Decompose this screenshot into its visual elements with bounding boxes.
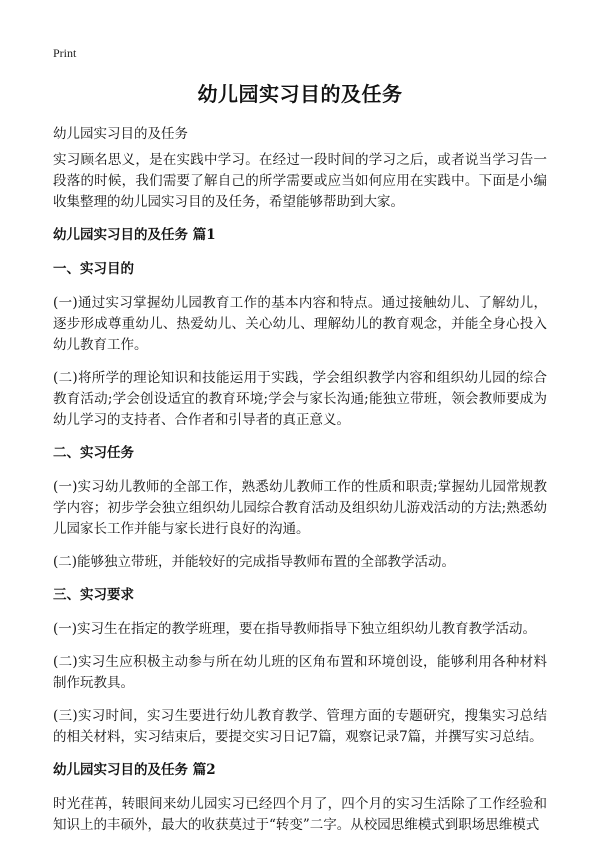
section1-paragraph-2: (二)将所学的理论知识和技能运用于实践，学会组织教学内容和组织幼儿园的综合教育活动;学会创设适宜的教育环境;学会与家长沟通;能独立带班，领会教师要成为幼儿学习的支持者、合作者和引导者的真正意义。 [53, 370, 547, 428]
section3-paragraph-2: (二)实习生应积极主动参与所在幼儿班的区角布置和环境创设，能够利用各种材料制作玩教具。 [53, 654, 547, 691]
article2-heading: 幼儿园实习目的及任务 篇2 [53, 762, 216, 778]
document-subtitle: 幼儿园实习目的及任务 [53, 126, 188, 142]
section2-paragraph-2: (二)能够独立带班，并能较好的完成指导教师布置的全部教学活动。 [53, 554, 456, 570]
section3-paragraph-1: (一)实习生在指定的教学班理，要在指导教师指导下独立组织幼儿教育教学活动。 [53, 621, 537, 637]
document-title: 幼儿园实习目的及任务 [197, 82, 403, 106]
section3-heading: 三、实习要求 [53, 587, 134, 603]
section3-paragraph-3: (三)实习时间，实习生要进行幼儿教育教学、管理方面的专题研究，搜集实习总结的相关材料，实习结束后，要提交实习日记7篇，观察记录7篇，并撰写实习总结。 [53, 708, 547, 745]
section2-heading: 二、实习任务 [53, 445, 134, 461]
section1-heading: 一、实习目的 [53, 261, 134, 277]
article2-paragraph-1: 时光荏苒，转眼间来幼儿园实习已经四个月了，四个月的实习生活除了工作经验和知识上的丰硕外，最大的收获莫过于“转变”二字。从校园思维模式到职场思维模式 [53, 796, 547, 833]
article1-heading: 幼儿园实习目的及任务 篇1 [53, 227, 216, 243]
document-body [53, 150, 547, 848]
print-label: Print [53, 46, 77, 60]
intro-paragraph: 实习顾名思义，是在实践中学习。在经过一段时间的学习之后，或者说当学习告一段落的时候，我们需要了解自己的所学需要或应当如何应用在实践中。下面是小编收集整理的幼儿园实习目的及任务，希望能够帮助到大家。 [53, 152, 547, 210]
section2-paragraph-1: (一)实习幼儿教师的全部工作，熟悉幼儿教师工作的性质和职责;掌握幼儿园常规教学内容；初步学会独立组织幼儿园综合教育活动及组织幼儿游戏活动的方法;熟悉幼儿园家长工作并能与家长进行良好的沟通。 [53, 479, 547, 537]
section1-paragraph-1: (一)通过实习掌握幼儿园教育工作的基本内容和特点。通过接触幼儿、了解幼儿，逐步形成尊重幼儿、热爱幼儿、关心幼儿、理解幼儿的教育观念，并能全身心投入幼儿教育工作。 [53, 295, 547, 353]
